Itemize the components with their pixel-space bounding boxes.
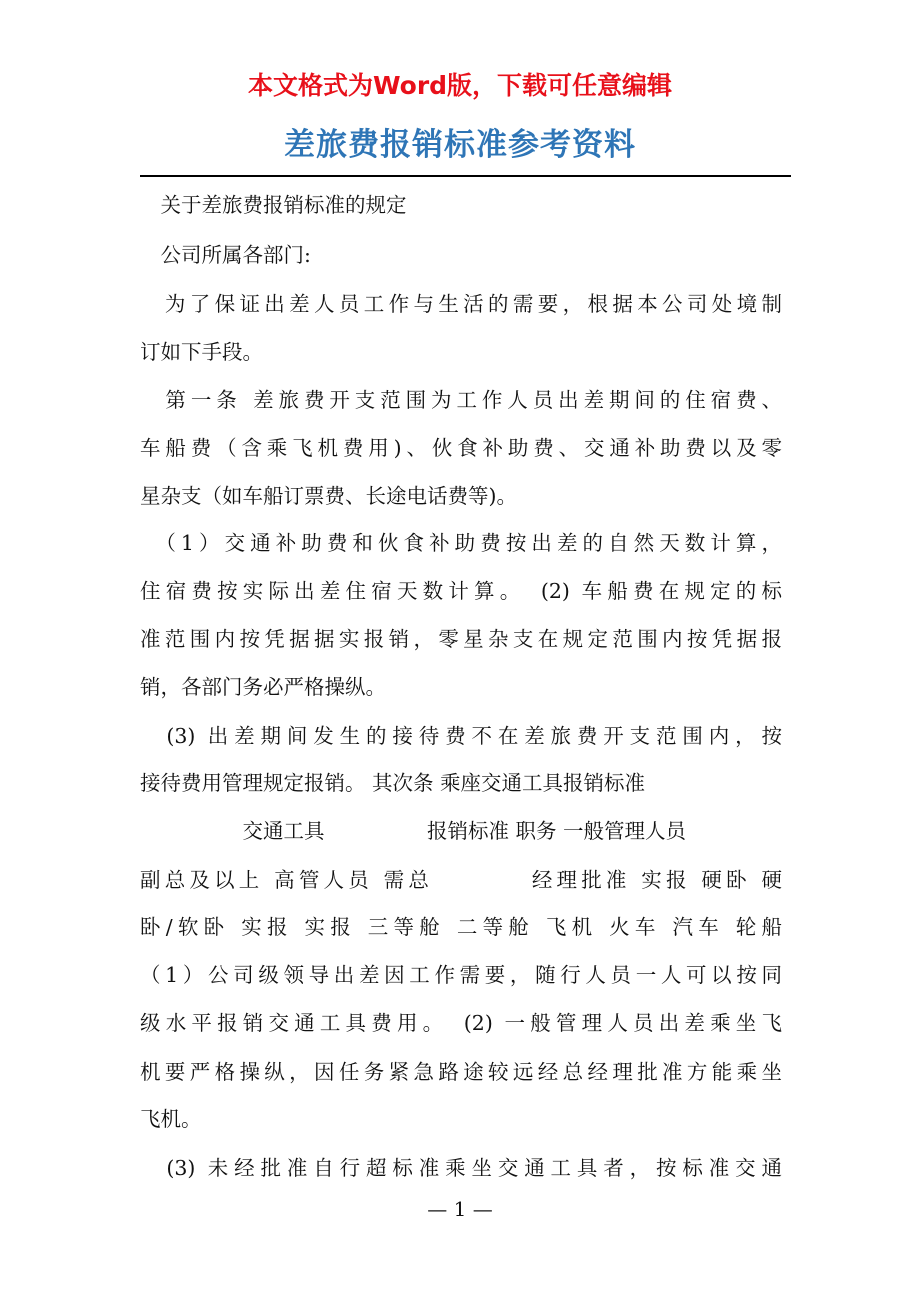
body-line: 接待费用管理规定报销。 其次条 乘座交通工具报销标准 xyxy=(140,771,646,795)
body-line: （1）交通补助费和伙食补助费按出差的自然天数计算， xyxy=(140,531,782,555)
body-line: 交通工具 报销标准 职务 一般管理人员 xyxy=(140,819,687,843)
body-line: 销，各部门务必严格操纵。 xyxy=(140,675,386,699)
body-line: 住宿费按实际出差住宿天数计算。 (2) 车船费在规定的标 xyxy=(140,579,782,603)
document-heading: 差旅费报销标准参考资料 xyxy=(284,127,636,163)
body-line: 关于差旅费报销标准的规定 xyxy=(140,193,407,217)
header-rule xyxy=(140,175,791,177)
body-line: 副总及以上 高管人员 需总 经理批准 实报 硬卧 硬 xyxy=(140,868,782,892)
page-number: — 1 — xyxy=(427,1197,493,1221)
body-line: 飞机。 xyxy=(140,1107,202,1131)
body-line: 第一条 差旅费开支范围为工作人员出差期间的住宿费、 xyxy=(140,388,782,412)
body-line: （1）公司级领导出差因工作需要，随行人员一人可以按同 xyxy=(140,963,782,987)
body-line: 级水平报销交通工具费用。 (2) 一般管理人员出差乘坐飞 xyxy=(140,1011,782,1035)
body-line: 为了保证出差人员工作与生活的需要，根据本公司处境制 xyxy=(140,292,782,316)
format-notice: 本文格式为Word版，下载可任意编辑 xyxy=(247,71,673,100)
body-line: (3) 未经批准自行超标准乘坐交通工具者，按标准交通 xyxy=(140,1156,782,1180)
body-line: 订如下手段。 xyxy=(140,340,263,364)
body-line: (3) 出差期间发生的接待费不在差旅费开支范围内，按 xyxy=(140,724,782,748)
body-line: 准范围内按凭据据实报销，零星杂支在规定范围内按凭据报 xyxy=(140,627,782,651)
body-line: 星杂支（如车船订票费、长途电话费等)。 xyxy=(140,484,517,508)
body-line: 公司所属各部门: xyxy=(140,243,311,267)
body-line: 卧/软卧 实报 实报 三等舱 二等舱 飞机 火车 汽车 轮船 xyxy=(140,915,782,939)
body-line: 机要严格操纵，因任务紧急路途较远经总经理批准方能乘坐 xyxy=(140,1060,782,1084)
body-line: 车船费（含乘飞机费用)、伙食补助费、交通补助费以及零 xyxy=(140,436,782,460)
